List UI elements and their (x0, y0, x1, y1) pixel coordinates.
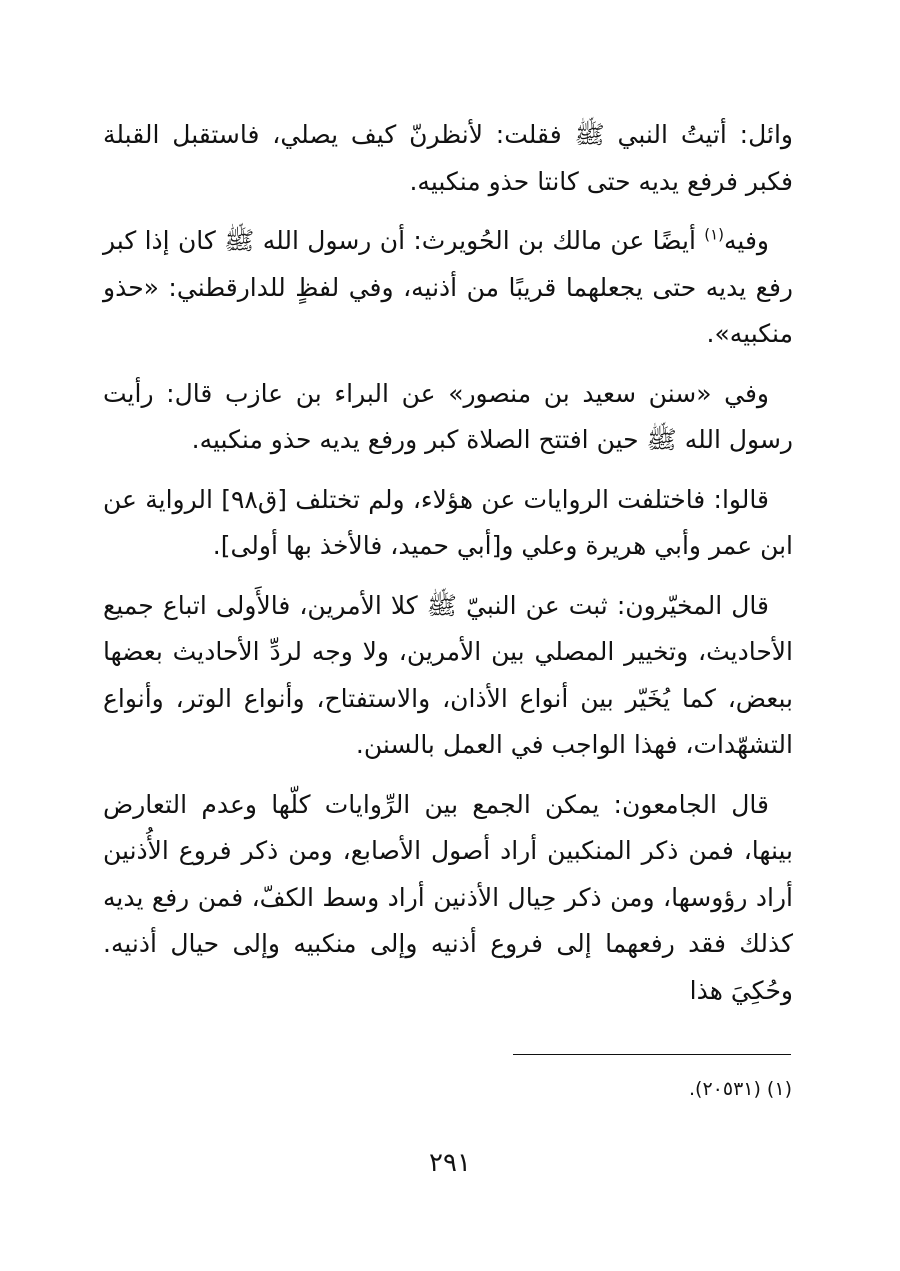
paragraph-2-text: أيضًا عن مالك بن الحُويرث: أن رسول الله ﷺ كان إذا كبر رفع يديه حتى يجعلهما قريبًا من أذنيه، وفي لفظٍ للدارقطني: «حذو منكبيه». (103, 226, 793, 348)
paragraph-1: وائل: أتيتُ النبي ﷺ فقلت: لأنظرنّ كيف يصلي، فاستقبل القبلة فكبر فرفع يديه حتى كانتا حذو منكبيه. (103, 120, 793, 196)
paragraph-5: قال المخيّرون: ثبت عن النبيّ ﷺ كلا الأمرين، فالأَولى اتباع جميع الأحاديث، وتخيير المصلي بين الأمرين، ولا وجه لردِّ الأحاديث بعضها ببعض، كما يُخَيّر بين أنواع الأذان، والاستفتاح، وأنواع الوتر، وأنواع التشهّدات، فهذا الواجب في العمل بالسنن. (103, 590, 793, 759)
paragraph-4: قالوا: فاختلفت الروايات عن هؤلاء، ولم تختلف [ق٩٨] الرواية عن ابن عمر وأبي هريرة وعلي و[أبي حميد، فالأخذ بها أولى]. (103, 484, 793, 560)
paragraph-2 (103, 218, 793, 358)
main-text (103, 112, 793, 1027)
paragraph-3: وفي «سنن سعيد بن منصور» عن البراء بن عازب قال: رأيت رسول الله ﷺ حين افتتح الصلاة كبر ورفع يديه حذو منكبيه. (103, 378, 793, 454)
footnote-divider (513, 1054, 791, 1055)
footnote-marker[interactable]: (١) (704, 225, 725, 244)
footnote: (١) (٢٠٥٣١). (689, 1078, 792, 1100)
paragraph-2-prefix: وفيه (724, 226, 769, 255)
page-number: ٢٩١ (429, 1148, 471, 1178)
paragraph-6: قال الجامعون: يمكن الجمع بين الرِّوايات كلّها وعدم التعارض بينها، فمن ذكر المنكبين أراد أصول الأصابع، ومن ذكر فروع الأُذنين أراد رؤوسها، ومن ذكر حِيال الأذنين أراد وسط الكفّ، فمن رفع يديه كذلك فقد رفعهما إلى فروع أذنيه وإلى منكبيه وإلى حيال أذنيه. وحُكِيَ هذا (103, 789, 793, 1005)
